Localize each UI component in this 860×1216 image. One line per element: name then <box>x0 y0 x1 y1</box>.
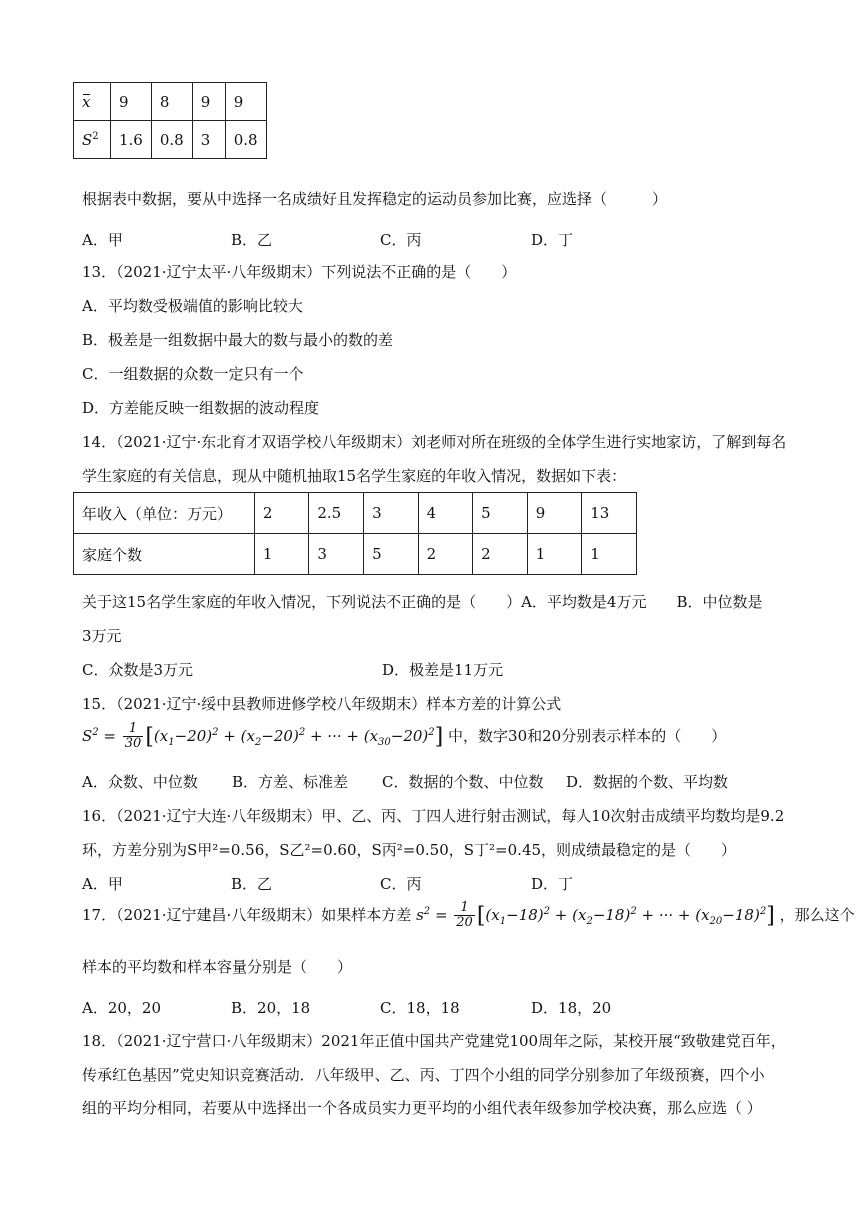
question-18-line1: 18．（2021·辽宁营口·八年级期末）2021年正值中国共产党建党100周年之际，某校开展“致敬建党百年， <box>82 1032 786 1050</box>
table-cell: 0.8 <box>151 121 192 159</box>
fraction: $\frac{1}{30}$ <box>124 721 142 752</box>
option-c: C．众数是3万元 <box>82 661 194 679</box>
option-a: A．甲 <box>82 231 123 249</box>
table-cell: 0.8 <box>225 121 266 159</box>
table-header-cell: 家庭个数 <box>74 534 255 575</box>
variance-label-cell: $S^2$ <box>74 121 111 159</box>
question-14-stem-line1: 14．（2021·辽宁·东北育才双语学校八年级期末）刘老师对所在班级的全体学生进行实地家访，了解到每名 <box>82 433 787 451</box>
table-cell: 1 <box>254 534 309 575</box>
option-b: B．20，18 <box>231 999 311 1017</box>
table-cell: 9 <box>192 83 225 121</box>
question-18-line2: 传承红色基因”党史知识竞赛活动．八年级甲、乙、丙、丁四个小组的同学分别参加了年级预赛，四个小 <box>82 1066 765 1084</box>
table-cell: 3 <box>192 121 225 159</box>
formula: $S^2$ = $\frac{1}{30}$ [$(x_1-20)^2 + (x_2-20)^2$ + ··· + $(x_{30}-20)^2$] <box>82 721 444 752</box>
option-d: D．方差能反映一组数据的波动程度 <box>82 399 320 417</box>
question-14-stem-line2: 学生家庭的有关信息，现从中随机抽取15名学生家庭的年收入情况，数据如下表： <box>82 467 627 485</box>
table-cell: 5 <box>364 534 419 575</box>
question-13-stem: 13．（2021·辽宁太平·八年级期末）下列说法不正确的是（ ） <box>82 263 517 281</box>
option-b: B．方差、标准差 <box>232 773 349 791</box>
formula: $s^2$ = $\frac{1}{20}$ [$(x_1-18)^2 + (x_2-18)^2$ + ··· + $(x_{20}-18)^2$] <box>416 900 775 931</box>
option-b: B．乙 <box>231 875 273 893</box>
question-16-line1: 16．（2021·辽宁大连·八年级期末）甲、乙、丙、丁四人进行射击测试，每人10次射击成绩平均数均是9.2 <box>82 807 785 825</box>
table-cell: 2 <box>418 534 473 575</box>
table-row <box>74 121 267 159</box>
table-cell: 4 <box>418 493 473 534</box>
option-d: D．丁 <box>531 875 574 893</box>
question-12-stem: 根据表中数据，要从中选择一名成绩好且发挥稳定的运动员参加比赛，应选择（ ） <box>82 190 668 208</box>
mean-variance-table <box>73 82 267 159</box>
option-d: D．数据的个数、平均数 <box>566 773 729 791</box>
option-c: C．数据的个数、中位数 <box>382 773 544 791</box>
fraction: $\frac{1}{20}$ <box>456 900 473 931</box>
income-table <box>73 492 637 575</box>
x-bar-symbol: x <box>82 92 91 111</box>
table-cell: 5 <box>473 493 528 534</box>
mean-label-cell <box>74 83 111 121</box>
option-c: C．丙 <box>380 231 422 249</box>
table-cell: 2.5 <box>309 493 364 534</box>
option-a: A．平均数受极端值的影响比较大 <box>82 297 303 315</box>
table-row <box>74 534 637 575</box>
table-header-cell: 年收入（单位：万元） <box>74 493 255 534</box>
option-a: A．甲 <box>82 875 123 893</box>
table-row <box>74 83 267 121</box>
option-c: C．一组数据的众数一定只有一个 <box>82 365 304 383</box>
question-16-line2: 环，方差分别为S甲²=0.56，S乙²=0.60，S丙²=0.50，S丁²=0.45，则成绩最稳定的是（ ） <box>82 841 737 859</box>
question-14-after-line1: 关于这15名学生家庭的年收入情况，下列说法不正确的是（ ）A．平均数是4万元 B．中位数是 <box>82 593 763 611</box>
question-17-stem: 17．（2021·辽宁建昌·八年级期末）如果样本方差 $s^2$ = $\frac{1}{20}$ [$(x_1-18)^2 + (x_2-18)^2$ + ··· + $(x_{20}-18)^2$] ，那么这个 <box>82 900 855 931</box>
table-cell: 9 <box>527 493 582 534</box>
table-cell: 3 <box>309 534 364 575</box>
question-15-stem: 15．（2021·辽宁·绥中县教师进修学校八年级期末）样本方差的计算公式 <box>82 695 562 713</box>
table-cell: 2 <box>473 534 528 575</box>
table-cell: 1 <box>582 534 637 575</box>
option-c: C．丙 <box>380 875 422 893</box>
question-15-formula-line <box>82 722 726 760</box>
question-15-tail: 中，数字30和20分别表示样本的（ ） <box>448 726 727 745</box>
table-row <box>74 493 637 534</box>
table-cell: 9 <box>225 83 266 121</box>
option-a: A．众数、中位数 <box>82 773 198 791</box>
option-a: A．20，20 <box>82 999 162 1017</box>
table-cell: 2 <box>254 493 309 534</box>
table-cell: 1 <box>527 534 582 575</box>
table-cell: 9 <box>111 83 152 121</box>
question-17-line2: 样本的平均数和样本容量分别是（ ） <box>82 958 353 976</box>
option-b: B．极差是一组数据中最大的数与最小的数的差 <box>82 331 394 349</box>
table-cell: 1.6 <box>111 121 152 159</box>
option-b: B．乙 <box>231 231 273 249</box>
option-d: D．丁 <box>531 231 574 249</box>
question-14-after-line2: 3万元 <box>82 627 122 645</box>
option-d: D．18，20 <box>531 999 612 1017</box>
table-cell: 8 <box>151 83 192 121</box>
option-c: C．18，18 <box>380 999 460 1017</box>
table-cell: 13 <box>582 493 637 534</box>
option-d: D．极差是11万元 <box>382 661 504 679</box>
question-18-line3: 组的平均分相同，若要从中选择出一个各成员实力更平均的小组代表年级参加学校决赛，那么应选（ ） <box>82 1099 762 1117</box>
table-cell: 3 <box>364 493 419 534</box>
